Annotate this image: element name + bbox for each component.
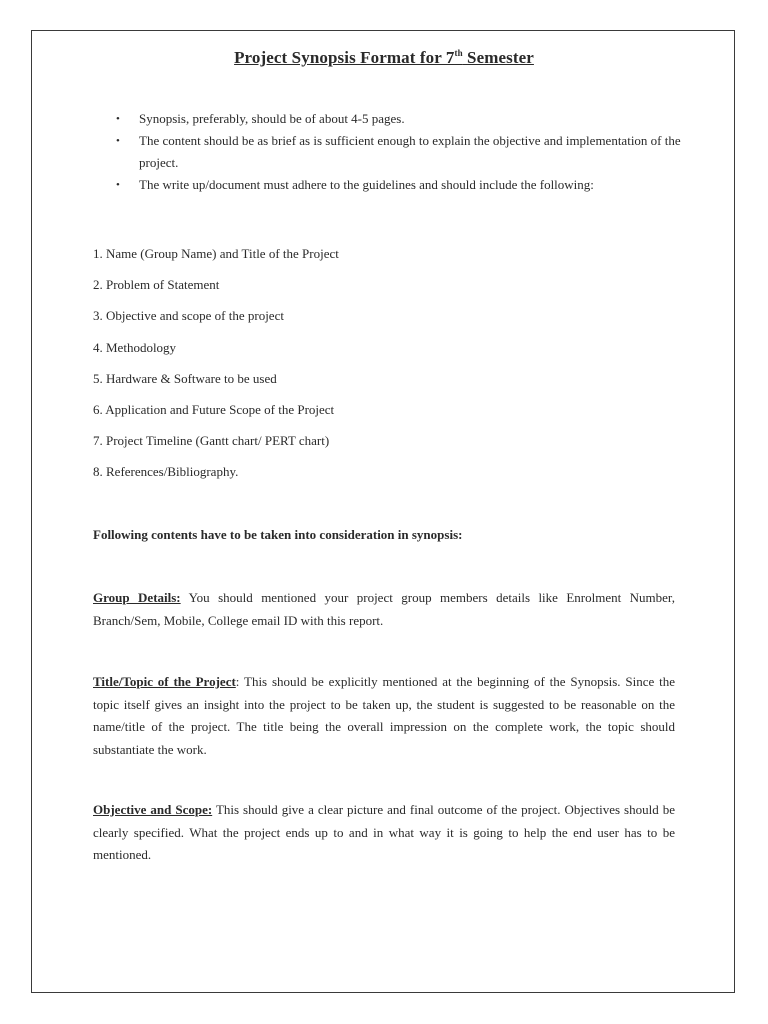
section-lead-heading: Following contents have to be taken into consideration in synopsis: bbox=[93, 527, 463, 542]
list-item: 8. References/Bibliography. bbox=[93, 464, 239, 480]
bullet-item bbox=[112, 108, 682, 130]
group-details-paragraph bbox=[93, 587, 675, 632]
list-item: 7. Project Timeline (Gantt chart/ PERT chart) bbox=[93, 433, 330, 449]
guideline-bullet-list bbox=[112, 108, 682, 196]
bullet-item bbox=[112, 130, 682, 174]
list-item: 3. Objective and scope of the project bbox=[93, 308, 284, 324]
bullet-text: Synopsis, preferably, should be of about 4-5 pages. bbox=[139, 111, 405, 126]
objective-scope-paragraph bbox=[93, 799, 675, 867]
bullet-icon: • bbox=[116, 135, 120, 147]
title-prefix: Project Synopsis Format for 7 bbox=[234, 48, 455, 67]
group-details-text: You should mentioned your project group members details like Enrolment Number, Branch/Sem, Mobile, College email ID with this report. bbox=[93, 590, 675, 628]
synopsis-contents-list bbox=[93, 245, 339, 495]
list-item: 2. Problem of Statement bbox=[93, 277, 220, 293]
title-topic-text: : This should be explicitly mentioned at the beginning of the Synopsis. Since the topic itself gives an insight into the project to be taken up, the student is suggested to be reasonable on the name/title of the project. The title being the overall impression on the complete work, the topic should substantiate the work. bbox=[93, 674, 675, 757]
document-title bbox=[0, 48, 768, 68]
bullet-text: The content should be as brief as is sufficient enough to explain the objective and implementation of the project. bbox=[139, 133, 681, 170]
bullet-icon: • bbox=[116, 113, 120, 125]
title-topic-label: Title/Topic of the Project bbox=[93, 674, 236, 689]
bullet-text: The write up/document must adhere to the guidelines and should include the following: bbox=[139, 177, 594, 192]
objective-scope-label: Objective and Scope: bbox=[93, 802, 213, 817]
list-item: 6. Application and Future Scope of the Project bbox=[93, 401, 335, 417]
list-item: 4. Methodology bbox=[93, 339, 177, 355]
title-superscript: th bbox=[454, 48, 463, 58]
title-suffix: Semester bbox=[462, 48, 534, 67]
objective-scope-text: This should give a clear picture and final outcome of the project. Objectives should be clearly specified. What the project ends up to and in what way it is going to help the end user has to be mentioned. bbox=[93, 802, 675, 862]
list-item: 5. Hardware & Software to be used bbox=[93, 370, 277, 386]
title-topic-paragraph bbox=[93, 671, 675, 761]
group-details-label: Group Details: bbox=[93, 590, 181, 605]
bullet-item bbox=[112, 174, 682, 196]
list-item: 1. Name (Group Name) and Title of the Project bbox=[93, 246, 339, 261]
bullet-icon: • bbox=[116, 179, 120, 191]
